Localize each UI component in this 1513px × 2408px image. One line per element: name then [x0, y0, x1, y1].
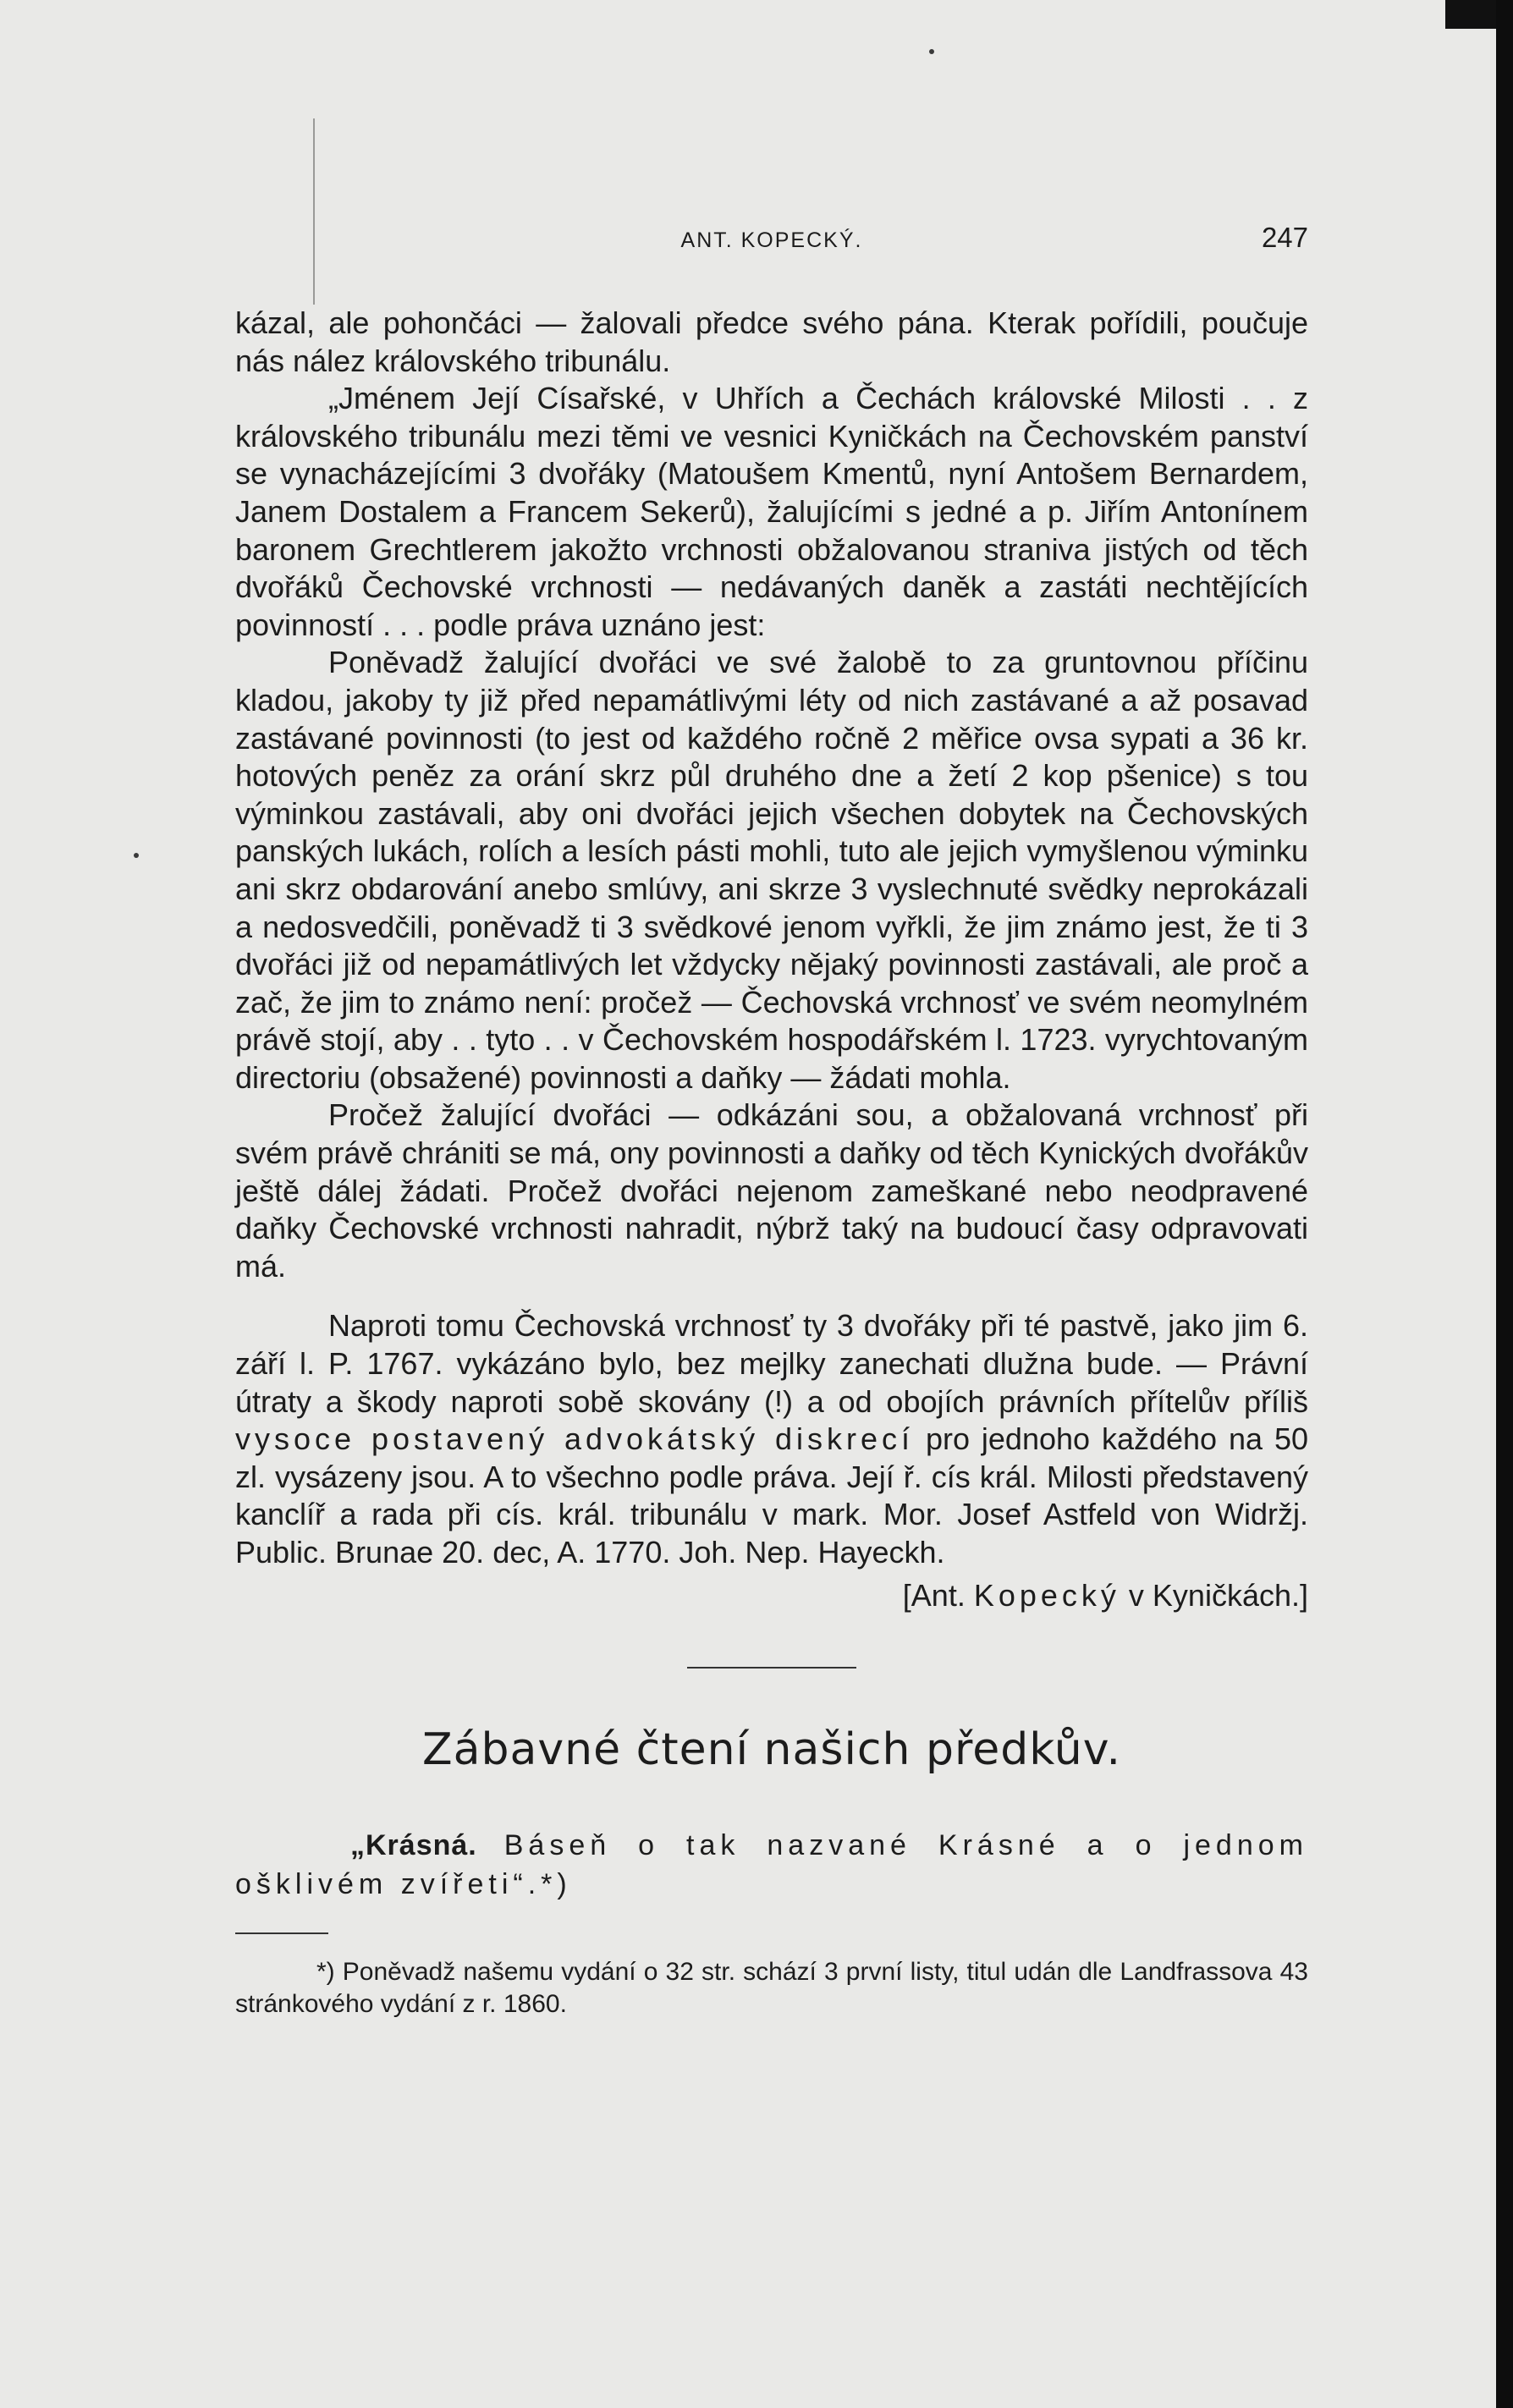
signature — [235, 1577, 1308, 1614]
section-divider — [687, 1667, 856, 1669]
paragraph: kázal, ale pohončáci — žalovali předce svého pána. Kterak pořídili, poučuje nás nález královského tribunálu. — [235, 305, 1308, 378]
signature-open: [Ant. — [902, 1577, 974, 1613]
poem-intro — [235, 1826, 1308, 1904]
poem-title: „Krásná. — [350, 1828, 477, 1861]
page-number: 247 — [1261, 222, 1308, 253]
scan-edge — [1496, 0, 1513, 2408]
paragraph — [235, 1307, 1308, 1571]
scan-speck — [929, 49, 934, 54]
paragraph: Poněvadž žalující dvořáci ve své žalobě to za gruntovnou příčinu kladou, jakoby ty již před nepamátlivými léty od nich zastávané a až posavad zastávané povinnosti (to jest od každého ročně 2 měřice ovsa sypati a 36 kr. hotových peněz za orání skrz půl druhého dne a žetí 2 kop pšenice) s tou výminkou zastávali, aby oni dvořáci jejich všechen dobytek na Čechovských panských lukách, rolích a lesích pásti mohli, tuto ale jejich vymyšlenou výminku ani skrz obdarování anebo smlúvy, ani skrze 3 vyslechnuté svědky neprokázali a nedosvedčili, poněvadž ti 3 svědkové jenom vyřkli, že jim známo jest, že ti 3 dvořáci již od nepamátlivých let vždycky nějaký povinnosti zastávali, ale proč a zač, že jim to známo není: pročež — Čechovská vrchnosť ve svém neomylném právě stojí, aby . . tyto . . v Čechovském hospodářském l. 1723. vyrychtovaným directoriu (obsažené) povinnosti a daňky — žádati mohla. — [235, 645, 1308, 1095]
body-text — [235, 305, 1308, 1572]
paragraph: „Jménem Její Císařské, v Uhřích a Čechách královské Milosti . . z královského tribunálu mezi těmi ve vesnici Kyničkách na Čechovském panství se vynacházejícími 3 dvořáky (Matoušem Kmentů, nyní Antošem Bernardem, Janem Dostalem a Francem Sekerů), žalujícími s jedné a p. Jiřím Antonínem baronem Grechtlerem jakožto vrchnosti obžalovanou straniva jistých od těch dvořáků Čechovské vrchnosti — nedávaných daněk a zastáti nechtějících povinností . . . podle práva uznáno jest: — [235, 381, 1308, 642]
section-title: Zábavné čtení našich předkův. — [422, 1724, 1121, 1775]
scan-speck — [134, 853, 139, 858]
book-page — [235, 222, 1308, 2046]
paragraph-text: pro jednoho každého na 50 zl. vysázeny jsou. A to všechno podle práva. Její ř. cís král. Milosti představený kanclíř a rada při cís. král. tribunálu v mark. Mor. Josef Astfeld von Widržj. Public. Brunae 20. dec, A. 1770. Joh. Nep. Hayeckh. — [235, 1421, 1308, 1570]
footnote: *) Poněvadž našemu vydání o 32 str. schází 3 první listy, titul udán dle Landfrassova 43 stránkového vydání z r. 1860. — [235, 1957, 1308, 2018]
paragraph-text: Naproti tomu Čechovská vrchnosť ty 3 dvořáky při té pastvě, jako jim 6. září l. P. 1767. vykázáno bylo, bez mejlky zanechati dlužna bude. — Právní útraty a škody naproti sobě skovány (!) a od obojích právních přítelův příliš — [235, 1308, 1308, 1419]
signature-rest: v Kyničkách.] — [1120, 1577, 1308, 1613]
running-title: ANT. KOPECKÝ. — [680, 228, 863, 252]
running-head — [235, 222, 1308, 264]
poem-subtitle: Báseň o tak nazvané Krásné a o jednom ošklivém zvířeti“.*) — [235, 1828, 1308, 1900]
paragraph: Pročež žalující dvořáci — odkázáni sou, a obžalovaná vrchnosť při svém právě chrániti se má, ony povinnosti a daňky od těch Kynických dvořákův ještě dálej žádati. Pročež dvořáci nejenom zameškané nebo neodpravené daňky Čechovské vrchnosti nahradit, nýbrž taký na budoucí časy odpravovati má. — [235, 1097, 1308, 1284]
signature-name: Kopecký — [973, 1577, 1120, 1613]
footnote-divider — [235, 1932, 328, 1934]
emphasized-text: vysoce postavený advokátský diskrecí — [235, 1421, 915, 1457]
